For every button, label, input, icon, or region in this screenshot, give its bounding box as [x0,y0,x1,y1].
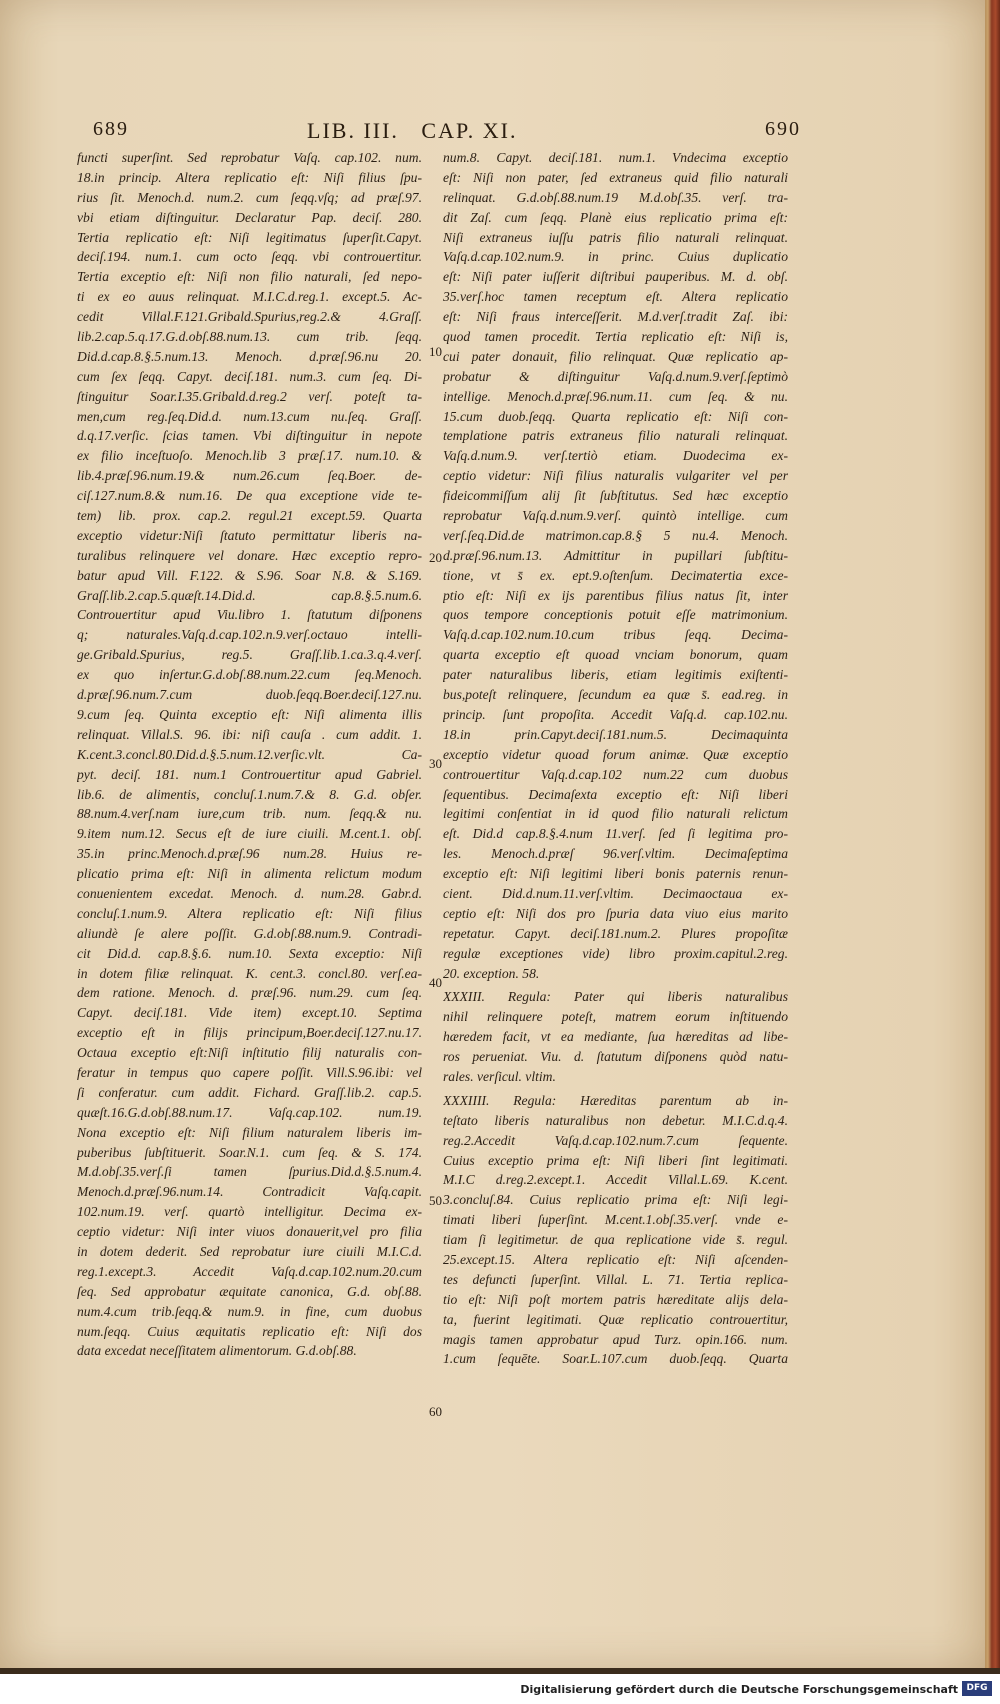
text-line: bus,poteſt relinquere, ſecundum ea quæ s̄. ead.reg. in [443,687,788,703]
text-line: Vaſq.d.num.9. verſ.tertiò etiam. Duodecima ex- [443,448,788,464]
text-line: feratur in tempus quo capere poſſit. Vill.S.96.ibi: vel [77,1064,422,1080]
text-line: Graſſ.lib.2.cap.5.quæſt.14.Did.d. cap.8.§.5.num.6. [77,587,422,603]
text-line: Vaſq.d.cap.102.num.9. in princ. Cuius duplicatio [443,249,788,265]
text-line: pyt. deciſ. 181. num.1 Controuertitur apud Gabriel. [77,766,422,782]
text-line: num.ſeqq. Cuius æquitatis replicatio eſt: Niſi dos [77,1323,422,1339]
text-line: dem ratione. Menoch. d. præſ.96. num.29. cum ſeq. [77,985,422,1001]
text-line: ros perueniat. Viu. d. ſtatutum diſponens quòd natu- [443,1049,788,1065]
text-line: M.d.obſ.35.verſ.ſi tamen ſpurius.Did.d.§.5.num.4. [77,1164,422,1180]
text-line: Controuertitur apud Viu.libro 1. ſtatutum diſponens [77,607,422,623]
text-line: ceptio videtur: Niſi inter viuos donauerit,vel pro filia [77,1224,422,1240]
text-line: ſtinguitur Soar.I.35.Gribald.d.reg.2 verſ. poteſt ta- [77,388,422,404]
line-number: 40 [429,975,442,990]
text-line: fideicommiſſum alij ſit ſubſtitutus. Sed hæc exceptio [443,488,788,504]
text-line: ti ex eo auus relinquat. M.I.C.d.reg.1. except.5. Ac- [77,289,422,305]
text-line: concluſ.1.num.9. Altera replicatio eſt: Niſi filius [77,905,422,921]
text-line: quod tamen procedit. Tertia replicatio eſt: Niſi is, [443,329,788,345]
text-line: 88.num.4.verſ.nam iure,cum trib. num. ſeqq.& nu. [77,806,422,822]
text-line: ex quo inſertur.G.d.obſ.88.num.22.cum ſeq.Menoch. [77,667,422,683]
text-line: ta, fuerint legitimati. Quæ replicatio controuertitur, [443,1311,788,1327]
text-line: dit Zaſ. cum ſeqq. Planè eius replicatio prima eſt: [443,209,788,225]
text-line: tiam ſi legitimetur. de qua replicatione vide s̄. regul. [443,1232,788,1248]
text-line: conuenientem excedat. Menoch. d. num.28. Gabr.d. [77,885,422,901]
text-line: teſtato liberis naturalibus non debetur. M.I.C.d.q.4. [443,1112,788,1128]
text-line: eſt: Niſi pater iuſſerit diſtribui pauperibus. M. d. obſ. [443,269,788,285]
text-line: probatur & diſtinguitur Vaſq.d.num.9.verſ.ſeptimò [443,368,788,384]
text-line: in dotem dederit. Sed reprobatur iure ciuili M.I.C.d. [77,1243,422,1259]
text-line: quæſt.16.G.d.obſ.88.num.17. Vaſq.cap.102. num.19. [77,1104,422,1120]
text-line: ex filio inceſtuoſo. Menoch.lib 3 præſ.17. num.10. & [77,448,422,464]
text-line: verſ.ſeq.Did.de matrimon.cap.8.§ 5 nu.4. Menoch. [443,527,788,543]
text-line: reg.1.except.3. Accedit Vaſq.d.cap.102.num.20.cum [77,1263,422,1279]
text-line: magis tamen approbatur apud Turz. opin.166. num. [443,1331,788,1347]
text-line: 35.in princ.Menoch.d.præſ.96 num.28. Huius re- [77,846,422,862]
text-line: cedit Villal.F.121.Gribald.Spurius,reg.2.& 4.Graſſ. [77,309,422,325]
page-number-right: 690 [765,118,801,140]
text-line: controuertitur Vaſq.d.cap.102 num.22 cum duobus [443,766,788,782]
text-line: d.præſ.96.num.13. Admittitur in pupillari ſubſtitu- [443,547,788,563]
text-line: lib.6. de alimentis, concluſ.1.num.7.& 8. G.d. obſer. [77,786,422,802]
text-line: ciſ.127.num.8.& num.16. De qua exceptione vide te- [77,488,422,504]
text-line: repetatur. Capyt. deciſ.181.num.2. Plures propoſitæ [443,925,788,941]
text-line: vbi etiam diſtinguitur. Declaratur Pap. deciſ. 280. [77,209,422,225]
text-line: Tertia replicatio eſt: Niſi legitimatus ſuperſit.Capyt. [77,229,422,245]
text-line: exceptio eſt: Niſi legitimi liberi bonis paternis renun- [443,866,788,882]
text-line: eſt: Niſi non pater, ſed extraneus quid filio naturali [443,169,788,185]
text-line: in dotem filiæ relinquat. K. cent.3. concl.80. verſ.ea- [77,965,422,981]
text-line: eſt. Did.d cap.8.§.4.num 11.verſ. ſed ſi legitima pro- [443,826,788,842]
text-line: 15.cum duob.ſeqq. Quarta replicatio eſt: Niſi con- [443,408,788,424]
text-line: Vaſq.d.cap.102.num.10.cum tribus ſeqq. Decima- [443,627,788,643]
text-line: exceptio videtur quoad forum animæ. Quæ exceptio [443,746,788,762]
text-line: Menoch.d.præſ.96.num.14. Contradicit Vaſq.capit. [77,1184,422,1200]
text-line: ceptio videtur: Niſi filius naturalis vulgariter vel per [443,468,788,484]
text-line: tem) lib. prox. cap.2. regul.21 except.59. Quarta [77,508,422,524]
text-line: cum ſex ſeqq. Capyt. deciſ.181. num.3. cum ſeq. Di- [77,368,422,384]
text-line: men,cum reg.ſeq.Did.d. num.13.cum nu.ſeq. Graſſ. [77,408,422,424]
text-line: Capyt. deciſ.181. Vide item) except.10. Septima [77,1005,422,1021]
text-line: 102.num.19. verſ. quartò intelligitur. Decima ex- [77,1204,422,1220]
text-line: tes defuncti ſuperſint. Villal. L. 71. Tertia replica- [443,1271,788,1287]
text-line: Nona exceptio eſt: Niſi filium naturalem liberis im- [77,1124,422,1140]
line-number: 50 [429,1193,442,1208]
text-line: deciſ.194. num.1. cum octo ſeqq. vbi controuertitur. [77,249,422,265]
text-line: quarta exceptio eſt quoad vnciam bonorum, quam [443,647,788,663]
line-number: 20 [429,550,442,565]
text-line: aliundè ſe alere poſſit. G.d.obſ.88.num.9. Contradi- [77,925,422,941]
text-line: relinquat. G.d.obſ.88.num.19 M.d.obſ.35. verſ. tra- [443,189,788,205]
line-number: 60 [429,1404,442,1419]
dfg-logo: DFG [962,1681,992,1696]
text-line: eſt: Niſi fraus interceſſerit. M.d.verſ.tradit Zaſ. ibi: [443,309,788,325]
text-line: rales. verſicul. vltim. [443,1068,556,1084]
text-line: reg.2.Accedit Vaſq.d.cap.102.num.7.cum ſequente. [443,1132,788,1148]
text-line: num.4.cum trib.ſeqq.& num.9. in fine, cum duobus [77,1303,422,1319]
text-line: hæredem facit, vt ea mediante, ſua hæreditas ad libe- [443,1029,788,1045]
text-line: lib.4.præſ.96.num.19.& num.26.cum ſeq.Boer. de- [77,468,422,484]
text-line: 20. exception. 58. [443,965,540,981]
page-number-left: 689 [93,118,129,140]
text-line: plicatio prima eſt: Niſi in alimenta relictum modum [77,866,422,882]
text-line: 18.in princip. Altera replicatio eſt: Niſi filius ſpu- [77,169,422,185]
text-line: K.cent.3.concl.80.Did.d.§.5.num.12.verſic.vlt. Ca- [77,746,422,762]
text-line: ſequentibus. Decimaſexta exceptio eſt: Niſi liberi [443,786,788,802]
line-number: 10 [429,344,442,359]
text-line: exceptio videtur:Niſi ſtatuto permittatur liberis na- [77,527,422,543]
digitization-credit: Digitalisierung gefördert durch die Deutsche Forschungsgemeinschaft [520,1683,958,1696]
text-line: reprobatur Vaſq.d.num.9.verſ. quintò intellige. cum [443,508,788,524]
text-line: M.I.C d.reg.2.except.1. Accedit Villal.L.69. K.cent. [443,1172,788,1188]
text-line: XXXIII. Regula: Pater qui liberis naturalibus [443,989,788,1005]
text-line: ſeq. Sed approbatur æquitate canonica, G.d. obſ.88. [77,1283,422,1299]
text-line: quos tempore conceptionis potuit eſſe matrimonium. [443,607,788,623]
text-line: Niſi extraneus iuſſu patris filio naturali relinquat. [443,229,788,245]
text-line: 9.item num.12. Secus eſt de iure ciuili. M.cent.1. obſ. [77,826,422,842]
text-line: timati liberi ſuperſint. M.cent.1.obſ.35.verſ. vnde e- [443,1212,788,1228]
text-line: tio eſt: Niſi poſt mortem patris hæreditate alijs dela- [443,1291,788,1307]
text-line: cit Did.d. cap.8.§.6. num.10. Sexta exceptio: Niſi [77,945,422,961]
text-line: 3.concluſ.84. Cuius replicatio prima eſt: Niſi legi- [443,1192,788,1208]
text-line: rius ſit. Menoch.d. num.2. cum ſeqq.vſq; ad præſ.97. [77,189,422,205]
text-line: q; naturales.Vaſq.d.cap.102.n.9.verſ.octauo intelli- [77,627,422,643]
text-line: templatione patris extraneus filio naturali relinquat. [443,428,788,444]
text-line: 35.verſ.hoc tamen receptum eſt. Altera replicatio [443,289,788,305]
text-line: Tertia exceptio eſt: Niſi non filio naturali, ſed nepo- [77,269,422,285]
text-line: turalibus relinquere vel donare. Hæc exceptio repro- [77,547,422,563]
text-line: cui pater donauit, filio relinquat. Quæ replicatio ap- [443,348,788,364]
text-line: legitimi conſentiat in id quod filio naturali relictum [443,806,788,822]
text-line: Octaua exceptio eſt:Niſi inſtitutio filij naturalis con- [77,1045,422,1061]
text-line: cient. Did.d.num.11.verſ.vltim. Decimaoctaua ex- [443,885,788,901]
text-line: regulæ exceptiones vide) libro proxim.capitul.2.reg. [443,945,788,961]
text-line: nihil relinquere poteſt, matrem eorum inſtituendo [443,1009,788,1025]
text-line: Cuius exceptio prima eſt: Niſi liberi ſint legitimati. [443,1152,788,1168]
right-text-column [443,148,788,1369]
text-line: data excedat neceſſitatem alimentorum. G.d.obſ.88. [77,1343,357,1359]
text-line: intellige. Menoch.d.præſ.96.num.11. cum ſeq. & nu. [443,388,788,404]
text-line: les. Menoch.d.præſ 96.verſ.vltim. Decimaſeptima [443,846,788,862]
text-line: ge.Gribald.Spurius, reg.5. Graſſ.lib.1.ca.3.q.4.verſ. [77,647,422,663]
line-number: 30 [429,756,442,771]
text-line: 18.in prin.Capyt.deciſ.181.num.5. Decimaquinta [443,726,788,742]
text-line: ſi conferatur. cum addit. Fichard. Graſſ.lib.2. cap.5. [77,1084,422,1100]
text-line: functi superſint. Sed reprobatur Vaſq. cap.102. num. [77,150,422,165]
text-line: batur apud Vill. F.122. & S.96. Soar N.8. & S.169. [77,567,422,583]
text-line: exceptio eſt in filijs principum,Boer.deciſ.127.nu.17. [77,1025,422,1041]
text-line: princip. ſunt propoſita. Accedit Vaſq.d. cap.102.nu. [443,706,788,722]
running-title: LIB. III. CAP. XI. [307,118,518,143]
text-line: d.q.17.verſic. ſcias tamen. Vbi diſtinguitur in nepote [77,428,422,444]
text-line: lib.2.cap.5.q.17.G.d.obſ.88.num.13. cum trib. ſeqq. [77,329,422,345]
text-line: num.8. Capyt. deciſ.181. num.1. Vndecima exceptio [443,150,788,165]
text-line: 25.except.15. Altera replicatio eſt: Niſi aſcenden- [443,1251,788,1267]
text-line: tione, vt s̄ ex. ept.9.oſtenſum. Decimatertia exce- [443,567,788,583]
text-line: puberibus ſubſtituerit. Soar.N.1. cum ſeq. & S. 174. [77,1144,422,1160]
book-edge [985,0,1000,1668]
text-line: d.præſ.96.num.7.cum duob.ſeqq.Boer.deciſ.127.nu. [77,687,422,703]
text-line: pater naturalibus liberis, etiam legitimis exiſtenti- [443,667,788,683]
text-line: relinquat. Villal.S. 96. ibi: niſi cauſa . cum addit. 1. [77,726,422,742]
text-line: Did.d.cap.8.§.5.num.13. Menoch. d.præſ.96.nu 20. [77,348,422,364]
text-line: XXXIIII. Regula: Hæreditas parentum ab in- [443,1092,788,1108]
text-line: ptio eſt: Niſi ex ijs parentibus filius natus ſit, inter [443,587,788,603]
text-line: 9.cum ſeq. Quinta exceptio eſt: Niſi alimenta illis [77,706,422,722]
text-line: 1.cum ſequēte. Soar.L.107.cum duob.ſeqq. Quarta [443,1351,788,1367]
text-line: ceptio eſt: Niſi dos pro ſpuria data viuo eius marito [443,905,788,921]
left-text-column [77,148,422,1361]
